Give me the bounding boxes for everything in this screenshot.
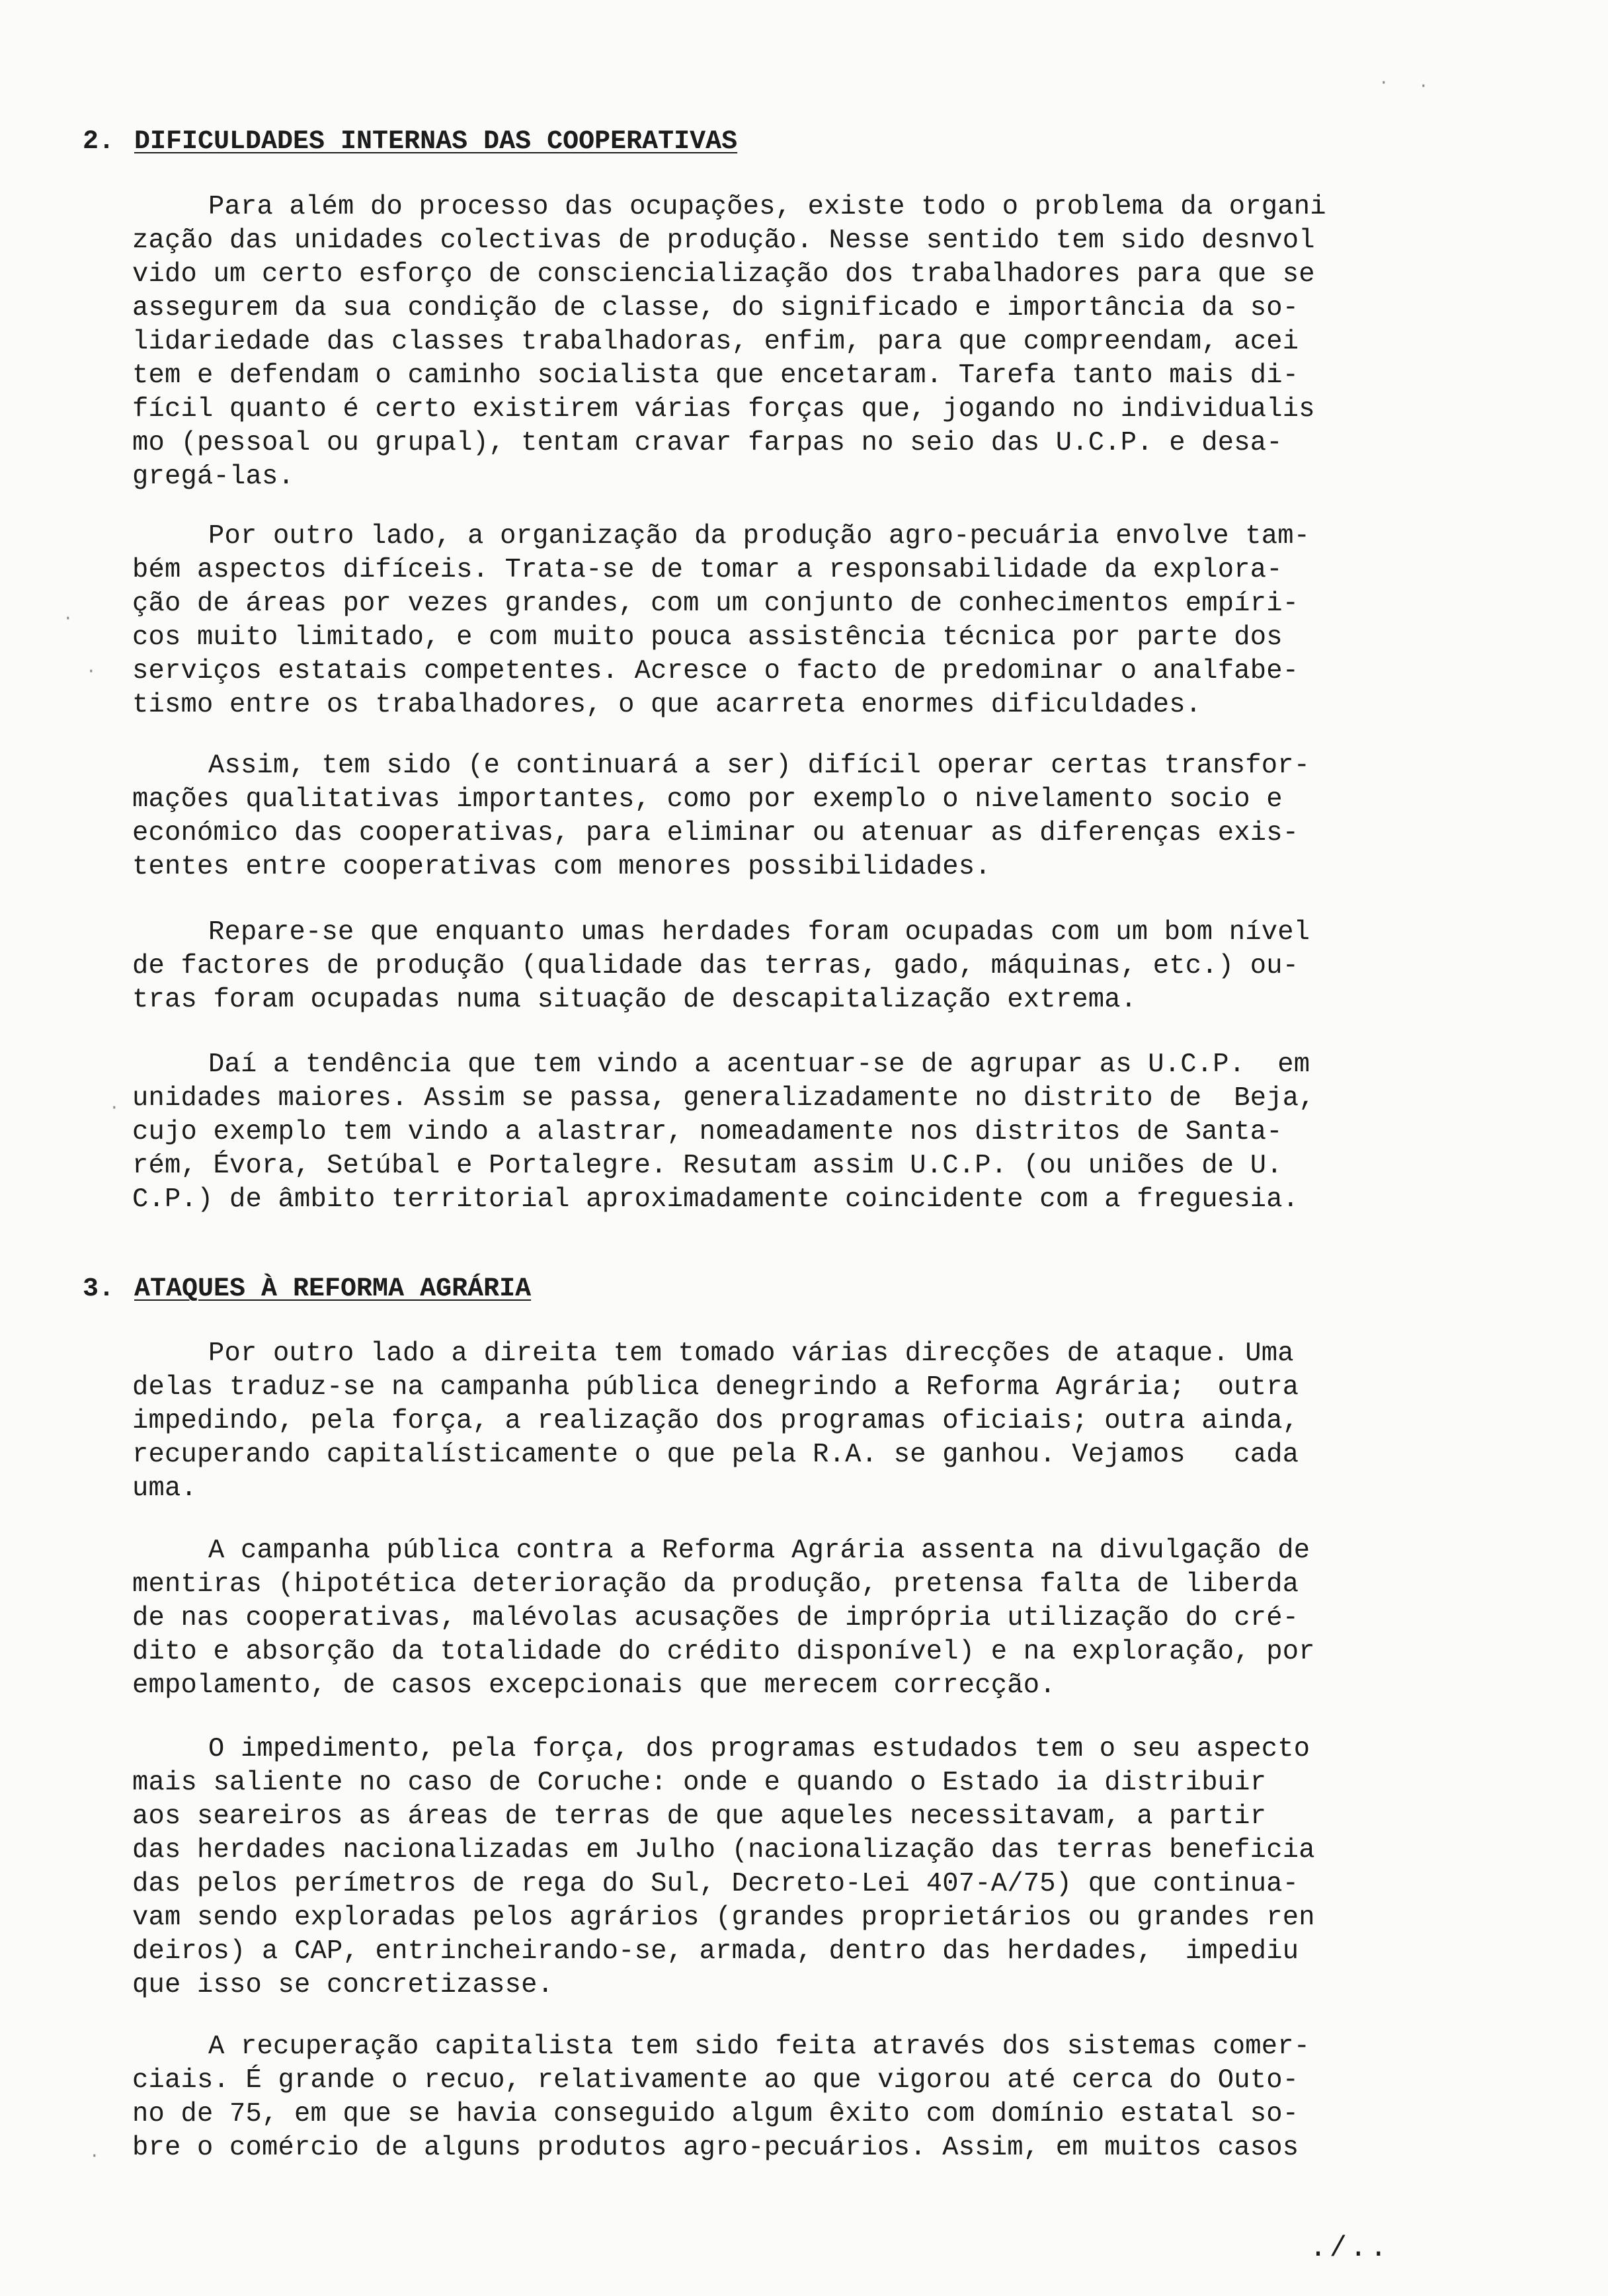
text-line: Para além do processo das ocupações, existe todo o problema da organi <box>208 192 1326 222</box>
text-line: tentes entre cooperativas com menores possibilidades. <box>132 852 991 882</box>
text-line: de nas cooperativas, malévolas acusações de imprópria utilização do cré- <box>132 1603 1299 1633</box>
scan-speck: · <box>1418 76 1429 96</box>
text-line: vam sendo exploradas pelos agrários (grandes proprietários ou grandes ren <box>132 1903 1315 1933</box>
text-line: no de 75, em que se havia conseguido algum êxito com domínio estatal so- <box>132 2099 1299 2129</box>
text-line: económico das cooperativas, para eliminar ou atenuar as diferenças exis- <box>132 818 1299 848</box>
text-line: Daí a tendência que tem vindo a acentuar-se de agrupar as U.C.P. em <box>208 1049 1310 1080</box>
text-line: serviços estatais competentes. Acresce o facto de predominar o analfabe- <box>132 656 1299 686</box>
paragraph <box>132 1337 1428 1506</box>
text-line: bém aspectos difíceis. Trata-se de tomar a responsabilidade da explora- <box>132 555 1283 585</box>
text-line: vido um certo esforço de consciencialização dos trabalhadores para que se <box>132 259 1315 290</box>
paragraph <box>132 916 1428 1017</box>
text-line: tem e defendam o caminho socialista que encetaram. Tarefa tanto mais di- <box>132 360 1299 391</box>
text-line: que isso se concretizasse. <box>132 1970 554 2000</box>
text-line: cos muito limitado, e com muito pouca assistência técnica por parte dos <box>132 622 1283 653</box>
text-line: gregá-las. <box>132 462 295 492</box>
scan-speck: · <box>63 608 73 628</box>
scan-speck: · <box>1379 73 1389 93</box>
text-line: empolamento, de casos excepcionais que merecem correcção. <box>132 1670 1056 1701</box>
section-heading-3 <box>83 1273 531 1306</box>
text-line: C.P.) de âmbito territorial aproximadamente coincidente com a freguesia. <box>132 1184 1299 1215</box>
section-heading-2 <box>83 126 737 159</box>
text-line: lidariedade das classes trabalhadoras, enfim, para que compreendam, acei <box>132 327 1299 357</box>
text-line: bre o comércio de alguns produtos agro-pecuários. Assim, em muitos casos <box>132 2133 1299 2163</box>
text-line: mo (pessoal ou grupal), tentam cravar farpas no seio das U.C.P. e desa- <box>132 428 1283 458</box>
text-line: recuperando capitalísticamente o que pela R.A. se ganhou. Vejamos cada <box>132 1440 1299 1470</box>
text-line: A recuperação capitalista tem sido feita através dos sistemas comer- <box>208 2031 1310 2062</box>
section-title: DIFICULDADES INTERNAS DAS COOPERATIVAS <box>134 127 738 157</box>
scan-speck: · <box>89 2146 100 2166</box>
text-line: aos seareiros as áreas de terras de que aqueles necessitavam, a partir <box>132 1801 1267 1832</box>
text-line: ciais. É grande o recuo, relativamente ao que vigorou até cerca do Outo- <box>132 2065 1299 2096</box>
text-line: zação das unidades colectivas de produção. Nesse sentido tem sido desnvol <box>132 226 1315 256</box>
text-line: das pelos perímetros de rega do Sul, Decreto-Lei 407-A/75) que continua- <box>132 1869 1299 1899</box>
text-line: delas traduz-se na campanha pública denegrindo a Reforma Agrária; outra <box>132 1372 1299 1403</box>
section-number: 3. <box>83 1274 115 1304</box>
text-line: tismo entre os trabalhadores, o que acarreta enormes dificuldades. <box>132 690 1202 720</box>
section-title: ATAQUES À REFORMA AGRÁRIA <box>134 1274 532 1304</box>
continuation-mark: ./.. <box>1309 2232 1390 2265</box>
text-line: rém, Évora, Setúbal e Portalegre. Resutam assim U.C.P. (ou uniões de U. <box>132 1151 1283 1181</box>
paragraph <box>132 520 1428 722</box>
paragraph <box>132 1048 1428 1217</box>
paragraph <box>132 1534 1428 1703</box>
text-line: das herdades nacionalizadas em Julho (nacionalização das terras beneficia <box>132 1835 1315 1866</box>
text-line: Assim, tem sido (e continuará a ser) difícil operar certas transfor- <box>208 751 1310 781</box>
scan-speck: · <box>109 1098 120 1118</box>
section-number: 2. <box>83 127 115 157</box>
text-line: mentiras (hipotética deterioração da produção, pretensa falta de liberda <box>132 1569 1299 1600</box>
text-line: mações qualitativas importantes, como por exemplo o nivelamento socio e <box>132 784 1283 815</box>
text-line: O impedimento, pela força, dos programas estudados tem o seu aspecto <box>208 1734 1310 1764</box>
text-line: ção de áreas por vezes grandes, com um conjunto de conhecimentos empíri- <box>132 589 1299 619</box>
text-line: cujo exemplo tem vindo a alastrar, nomeadamente nos distritos de Santa- <box>132 1117 1283 1147</box>
paragraph <box>132 1733 1428 2002</box>
paragraph <box>132 2030 1428 2165</box>
scan-speck: · <box>86 661 97 681</box>
text-line: Por outro lado a direita tem tomado várias direcções de ataque. Uma <box>208 1338 1294 1369</box>
text-line: de factores de produção (qualidade das terras, gado, máquinas, etc.) ou- <box>132 951 1299 981</box>
paragraph <box>132 749 1428 884</box>
text-line: unidades maiores. Assim se passa, generalizadamente no distrito de Beja, <box>132 1083 1315 1114</box>
text-line: Por outro lado, a organização da produção agro-pecuária envolve tam- <box>208 521 1310 552</box>
text-line: fícil quanto é certo existirem várias forças que, jogando no individualis <box>132 394 1315 425</box>
text-line: assegurem da sua condição de classe, do significado e importância da so- <box>132 293 1299 323</box>
text-line: mais saliente no caso de Coruche: onde e quando o Estado ia distribuir <box>132 1768 1267 1798</box>
text-line: tras foram ocupadas numa situação de descapitalização extrema. <box>132 985 1137 1015</box>
text-line: uma. <box>132 1473 198 1504</box>
paragraph <box>132 190 1428 494</box>
text-line: deiros) a CAP, entrincheirando-se, armada, dentro das herdades, impediu <box>132 1936 1299 1967</box>
text-line: impedindo, pela força, a realização dos programas oficiais; outra ainda, <box>132 1406 1299 1436</box>
text-line: dito e absorção da totalidade do crédito disponível) e na exploração, por <box>132 1637 1315 1667</box>
text-line: A campanha pública contra a Reforma Agrária assenta na divulgação de <box>208 1536 1310 1566</box>
text-line: Repare-se que enquanto umas herdades foram ocupadas com um bom nível <box>208 917 1310 948</box>
